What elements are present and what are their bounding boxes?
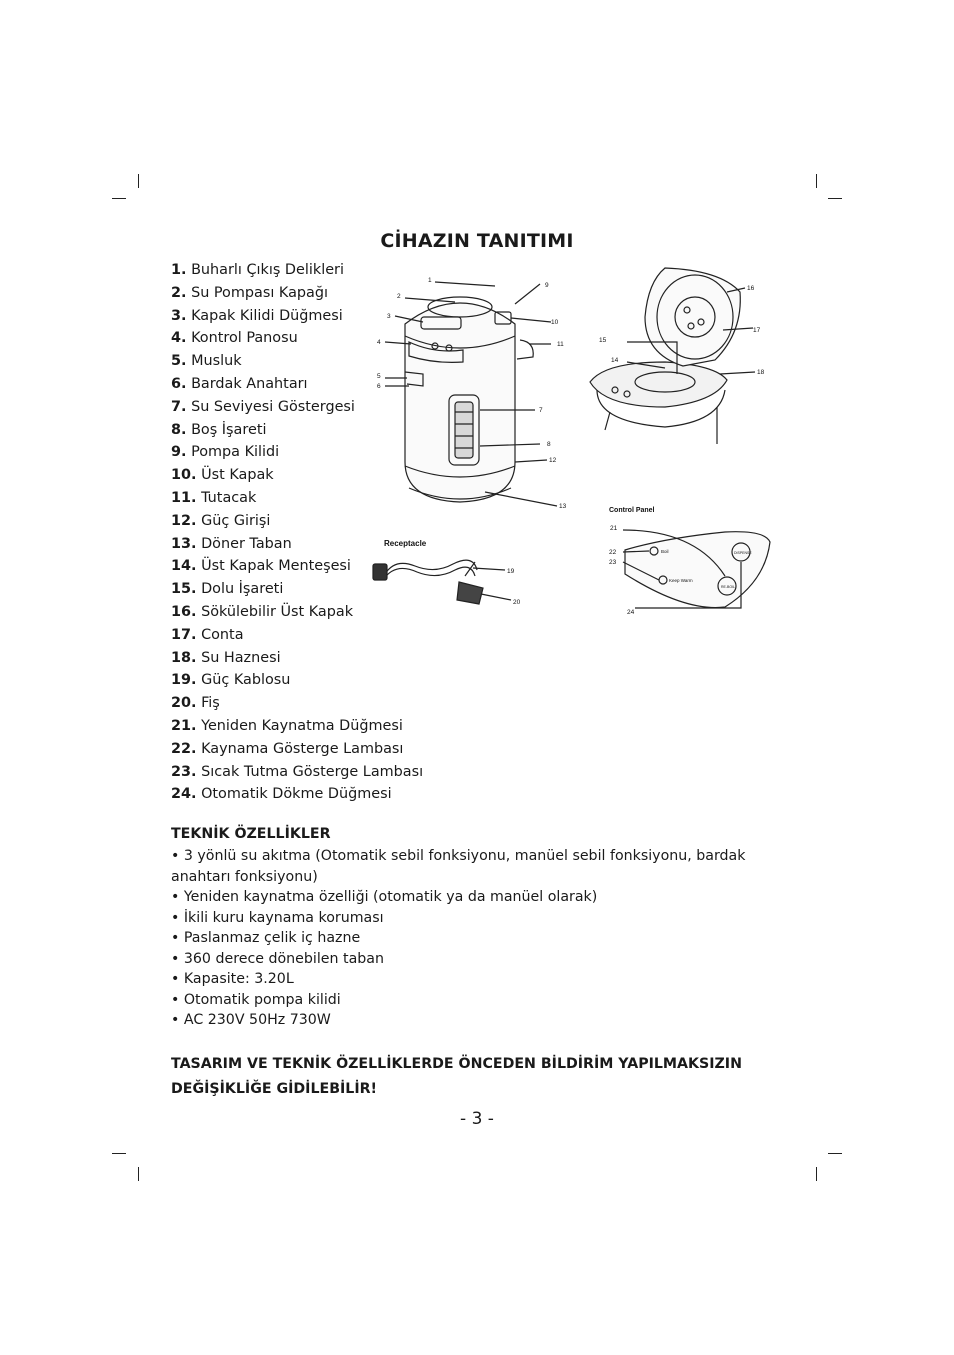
crop-mark-bottom-left-v (138, 1167, 139, 1181)
part-label: Kaynama Gösterge Lambası (201, 740, 404, 757)
dispense-label: DISPENSE (734, 551, 752, 555)
part-number: 21. (171, 717, 197, 734)
svg-text:12: 12 (549, 457, 557, 464)
control-panel-label: Control Panel (609, 507, 655, 514)
part-label: Su Seviyesi Göstergesi (191, 398, 355, 415)
spec-item: • Otomatik pompa kilidi (171, 991, 341, 1008)
crop-mark-top-right-v (816, 174, 817, 188)
part-label: Güç Kablosu (201, 672, 291, 689)
part-item (171, 624, 423, 647)
part-number: 8. (171, 421, 187, 438)
crop-mark-bottom-right-v (816, 1167, 817, 1181)
part-number: 19. (171, 672, 197, 689)
spec-item: • 360 derece dönebilen taban (171, 950, 384, 967)
part-number: 22. (171, 740, 197, 757)
crop-mark-top-left-v (138, 174, 139, 188)
part-number: 17. (171, 626, 197, 643)
svg-text:13: 13 (559, 503, 567, 510)
svg-text:14: 14 (611, 357, 619, 364)
part-number: 3. (171, 307, 187, 324)
svg-text:3: 3 (387, 313, 391, 320)
svg-text:10: 10 (551, 319, 559, 326)
svg-text:8: 8 (547, 441, 551, 448)
page-number: - 3 - (460, 1109, 494, 1129)
part-number: 11. (171, 489, 197, 506)
svg-text:7: 7 (539, 407, 543, 414)
part-number: 1. (171, 262, 187, 278)
part-label: Su Haznesi (201, 649, 281, 666)
spec-item: • 3 yönlü su akıtma (Otomatik sebil fonksiyonu, manüel sebil fonksiyonu, bardak anahtarı fonksiyonu) (171, 848, 746, 885)
part-number: 10. (171, 467, 197, 484)
svg-text:1: 1 (428, 277, 432, 284)
svg-text:20: 20 (513, 599, 521, 606)
part-number: 5. (171, 353, 187, 370)
svg-text:5: 5 (377, 373, 381, 380)
crop-mark-bottom-right-h (828, 1153, 842, 1154)
part-number: 9. (171, 444, 187, 461)
part-number: 18. (171, 649, 197, 666)
svg-text:18: 18 (757, 369, 765, 376)
svg-text:15: 15 (599, 337, 607, 344)
part-label: Döner Taban (201, 535, 292, 552)
svg-text:16: 16 (747, 285, 755, 292)
part-label: Güç Girişi (201, 512, 271, 529)
part-label: Fiş (201, 695, 220, 712)
part-number: 13. (171, 535, 197, 552)
part-label: Kontrol Panosu (191, 330, 298, 347)
svg-text:11: 11 (557, 341, 564, 348)
part-item (171, 647, 423, 670)
part-number: 16. (171, 603, 197, 620)
svg-text:19: 19 (507, 568, 515, 575)
part-label: Bardak Anahtarı (191, 375, 308, 392)
svg-text:21: 21 (610, 525, 618, 532)
part-item (171, 715, 423, 738)
part-label: Boş İşareti (191, 421, 267, 438)
part-label: Su Pompası Kapağı (191, 284, 328, 301)
boil-label: Boil (661, 549, 669, 554)
crop-mark-top-right-h (828, 198, 842, 199)
part-label: Üst Kapak Menteşesi (201, 558, 351, 575)
part-label: Tutacak (201, 489, 257, 506)
svg-text:24: 24 (627, 609, 635, 616)
part-number: 14. (171, 558, 197, 575)
part-label: Sıcak Tutma Gösterge Lambası (201, 763, 424, 780)
part-label: Musluk (191, 353, 242, 370)
spec-item: • İkili kuru kaynama koruması (171, 909, 384, 926)
part-number: 4. (171, 330, 187, 347)
part-item (171, 692, 423, 715)
spec-item: • AC 230V 50Hz 730W (171, 1012, 331, 1028)
svg-text:6: 6 (377, 383, 381, 390)
crop-mark-top-left-h (112, 198, 126, 199)
part-label: Pompa Kilidi (191, 444, 280, 461)
part-number: 23. (171, 763, 197, 780)
part-number: 15. (171, 581, 197, 598)
receptacle-label: Receptacle (384, 539, 427, 548)
part-label: Üst Kapak (201, 467, 274, 484)
reboil-label: RE-BOIL (721, 585, 736, 589)
part-number: 12. (171, 512, 197, 529)
spec-item: • Paslanmaz çelik iç hazne (171, 930, 361, 946)
part-item (171, 669, 423, 692)
notice-text: TASARIM VE TEKNİK ÖZELLİKLERDE ÖNCEDEN BİLDİRİM YAPILMAKSIZIN DEĞİŞİKLİĞE GİDİLEBİLİR! (171, 1056, 742, 1097)
svg-text:22: 22 (609, 549, 617, 556)
svg-text:9: 9 (545, 282, 549, 289)
specs-heading: TEKNİK ÖZELLİKLER (171, 826, 331, 842)
part-item (171, 783, 423, 806)
part-label: Yeniden Kaynatma Düğmesi (201, 717, 403, 734)
svg-text:23: 23 (609, 559, 617, 566)
svg-text:4: 4 (377, 339, 381, 346)
part-number: 6. (171, 375, 187, 392)
part-label: Conta (201, 626, 244, 643)
part-label: Buharlı Çıkış Delikleri (191, 262, 344, 278)
part-item (171, 761, 423, 784)
part-item (171, 738, 423, 761)
part-number: 2. (171, 284, 187, 301)
part-number: 20. (171, 695, 197, 712)
part-number: 7. (171, 398, 187, 415)
part-number: 24. (171, 786, 197, 803)
appliance-illustration (365, 262, 785, 622)
keep-warm-label: Keep Warm (669, 578, 693, 583)
part-label: Sökülebilir Üst Kapak (201, 603, 354, 620)
part-label: Otomatik Dökme Düğmesi (201, 786, 392, 803)
part-label: Kapak Kilidi Düğmesi (191, 307, 343, 324)
svg-text:17: 17 (753, 327, 761, 334)
page-title: CİHAZIN TANITIMI (380, 230, 574, 252)
crop-mark-bottom-left-h (112, 1153, 126, 1154)
part-label: Dolu İşareti (201, 581, 284, 598)
spec-item: • Yeniden kaynatma özelliği (otomatik ya da manüel olarak) (171, 889, 598, 905)
spec-item: • Kapasite: 3.20L (171, 971, 294, 987)
svg-text:2: 2 (397, 293, 401, 300)
specs-list (171, 846, 791, 1031)
